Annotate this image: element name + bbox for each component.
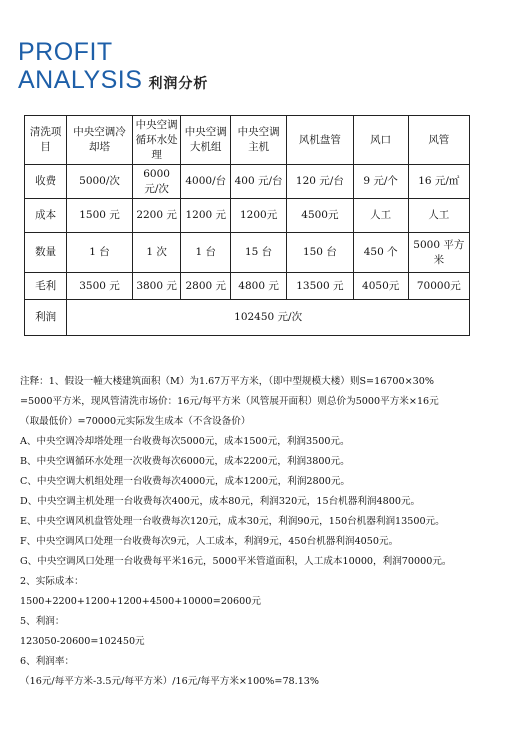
- table-row-profit: [25, 300, 470, 336]
- note-line: （取最低价）=70000元实际发生成本（不含设备价）: [20, 416, 251, 427]
- note-line: 注释：1、假设一幢大楼建筑面积（M）为1.67万平方米，（即中型规模大楼）则S=16700×30%: [20, 376, 434, 387]
- title-analysis: ANALYSIS: [18, 66, 143, 94]
- table-header-cell: 中央空调循环水处理: [132, 116, 181, 165]
- row-label: 数量: [25, 233, 67, 273]
- table-header-cell: 清洗项目: [25, 116, 67, 165]
- table-cell: 4800 元: [231, 273, 287, 300]
- table-header-cell: 风机盘管: [287, 116, 354, 165]
- note-line: F、中央空调风口处理一台收费每次9元，人工成本，利润9元，450台机器利润4050元。: [20, 536, 399, 547]
- title-chinese: 利润分析: [148, 76, 209, 92]
- title-block: [18, 38, 208, 98]
- table-cell: 人工: [408, 199, 469, 233]
- note-line: E、中央空调风机盘管处理一台收费每次120元，成本30元，利润90元，150台机器利润13500元。: [20, 516, 445, 527]
- row-label: 成本: [25, 199, 67, 233]
- note-line: =5000平方米，现风管清洗市场价：16元/每平方米（风管展开面积）则总价为5000平方米×16元: [20, 396, 439, 407]
- note-line: 5、利润：: [20, 616, 65, 627]
- table-cell: 3800 元: [132, 273, 181, 300]
- table-header-cell: 中央空调冷却塔: [67, 116, 133, 165]
- table-cell: 1200 元: [181, 199, 231, 233]
- note-line: G、中央空调风口处理一台收费每平米16元，5000平米管道面积，人工成本10000，利润70000元。: [20, 556, 452, 567]
- table-cell: 450 个: [353, 233, 408, 273]
- table-cell: 1200元: [231, 199, 287, 233]
- table-cell: 5000/次: [67, 165, 133, 199]
- note-line: B、中央空调循环水处理一次收费每次6000元，成本2200元，利润3800元。: [20, 456, 350, 467]
- profit-total-cell: 102450 元/次: [67, 300, 470, 336]
- table-cell: 1500 元: [67, 199, 133, 233]
- table-row-gross-profit: [25, 273, 470, 300]
- table-cell: 120 元/台: [287, 165, 354, 199]
- table-header-row: [25, 116, 470, 165]
- table-cell: 5000 平方米: [408, 233, 469, 273]
- table-cell: 2800 元: [181, 273, 231, 300]
- note-line: A、中央空调冷却塔处理一台收费每次5000元，成本1500元，利润3500元。: [20, 436, 350, 447]
- table-cell: 1 次: [132, 233, 181, 273]
- table-cell: 13500 元: [287, 273, 354, 300]
- table-cell: 1 台: [181, 233, 231, 273]
- table-cell: 4500元: [287, 199, 354, 233]
- table-cell: 3500 元: [67, 273, 133, 300]
- table-header-cell: 风管: [408, 116, 469, 165]
- note-line: 1500+2200+1200+1200+4500+10000=20600元: [20, 596, 261, 607]
- table-header-cell: 中央空调大机组: [181, 116, 231, 165]
- table-cell: 70000元: [408, 273, 469, 300]
- note-line: （16元/每平方米-3.5元/每平方米）/16元/每平方米×100%=78.13%: [20, 676, 320, 687]
- note-line: 2、实际成本：: [20, 576, 84, 587]
- table-row-cost: [25, 199, 470, 233]
- note-line: 6、利润率：: [20, 656, 75, 667]
- table-cell: 4000/台: [181, 165, 231, 199]
- row-label: 收费: [25, 165, 67, 199]
- table-cell: 9 元/个: [353, 165, 408, 199]
- note-line: 123050-20600=102450元: [20, 636, 145, 647]
- table-row-quantity: [25, 233, 470, 273]
- table-cell: 16 元/㎡: [408, 165, 469, 199]
- row-label: 毛利: [25, 273, 67, 300]
- table-cell: 人工: [353, 199, 408, 233]
- table-cell: 6000 元/次: [132, 165, 181, 199]
- profit-table: [24, 115, 470, 336]
- table-cell: 2200 元: [132, 199, 181, 233]
- row-label: 利润: [25, 300, 67, 336]
- note-line: D、中央空调主机处理一台收费每次400元，成本80元，利润320元，15台机器利润4800元。: [20, 496, 421, 507]
- table-cell: 1 台: [67, 233, 133, 273]
- table-cell: 400 元/台: [231, 165, 287, 199]
- title-analysis-row: [18, 66, 208, 98]
- table-cell: 150 台: [287, 233, 354, 273]
- title-profit: PROFIT: [18, 38, 113, 66]
- table-cell: 4050元: [353, 273, 408, 300]
- table-header-cell: 中央空调主机: [231, 116, 287, 165]
- table-cell: 15 台: [231, 233, 287, 273]
- note-line: C、中央空调大机组处理一台收费每次4000元，成本1200元，利润2800元。: [20, 476, 351, 487]
- table-row-fee: [25, 165, 470, 199]
- table-header-cell: 风口: [353, 116, 408, 165]
- notes-section: [20, 372, 510, 692]
